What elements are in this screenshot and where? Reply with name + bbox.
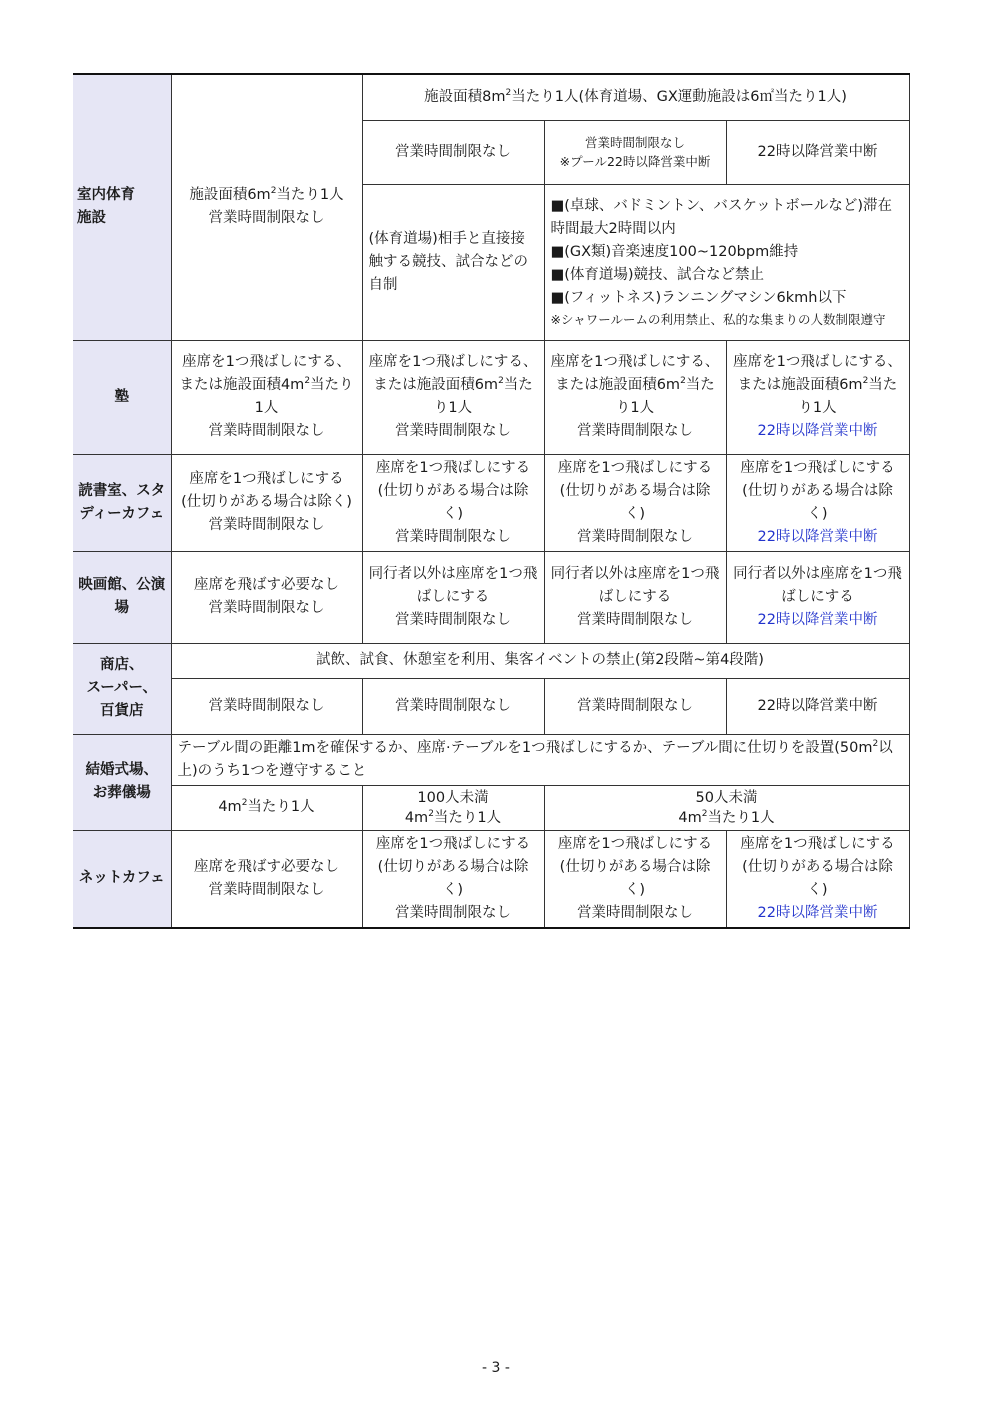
shops-col1: 営業時間制限なし	[171, 678, 362, 734]
wedding-span: テーブル間の距離1mを確保するか、座席·テーブルを1つ飛ばしにするか、テーブル間に仕切りを設置($50m^2$以上)のうち1つを遵守すること	[171, 734, 909, 785]
cinema-col1: 座席を飛ばす必要なし 営業時間制限なし	[171, 551, 362, 643]
indoor-sports-header-span: 施設面積$8m^2$当たり1人(体育道場、GX運動施設は6㎡当たり1人)	[362, 74, 909, 120]
category-shops: 商店、 スーパー、 百貨店	[73, 643, 171, 734]
wedding-col2: 100人未満 $4m^2$当たり1人	[362, 785, 544, 830]
category-juku: 塾	[73, 340, 171, 454]
category-wedding: 結婚式場、 お葬儀場	[73, 734, 171, 830]
category-study-cafe: 読書室、スタディーカフェ	[73, 454, 171, 551]
category-indoor-sports: 室内体育 施設	[73, 74, 171, 340]
study-cafe-col1: 座席を1つ飛ばしにする (仕切りがある場合は除く) 営業時間制限なし	[171, 454, 362, 551]
indoor-sports-col1: 施設面積$6m^2$当たり1人 営業時間制限なし	[171, 74, 362, 340]
shops-col2: 営業時間制限なし	[362, 678, 544, 734]
cinema-col2: 同行者以外は座席を1つ飛ばしにする 営業時間制限なし	[362, 551, 544, 643]
net-cafe-col4: 座席を1つ飛ばしにする (仕切りがある場合は除く) 22時以降営業中断	[726, 830, 909, 928]
shops-span: 試飲、試食、休憩室を利用、集客イベントの禁止(第2段階~第4段階)	[171, 643, 909, 678]
juku-col1: 座席を1つ飛ばしにする、または施設面積$4m^2$当たり1人 営業時間制限なし	[171, 340, 362, 454]
regulation-table	[73, 73, 910, 929]
juku-col2: 座席を1つ飛ばしにする、または施設面積$6m^2$当たり1人 営業時間制限なし	[362, 340, 544, 454]
shops-col3: 営業時間制限なし	[544, 678, 726, 734]
study-cafe-col2: 座席を1つ飛ばしにする (仕切りがある場合は除く) 営業時間制限なし	[362, 454, 544, 551]
net-cafe-col2: 座席を1つ飛ばしにする (仕切りがある場合は除く) 営業時間制限なし	[362, 830, 544, 928]
wedding-col1: $4m^2$当たり1人	[171, 785, 362, 830]
juku-col4: 座席を1つ飛ばしにする、または施設面積$6m^2$当たり1人 22時以降営業中断	[726, 340, 909, 454]
study-cafe-col3: 座席を1つ飛ばしにする (仕切りがある場合は除く) 営業時間制限なし	[544, 454, 726, 551]
indoor-sports-rule-2: (体育道場)相手と直接接触する競技、試合などの自制	[362, 184, 544, 340]
cinema-col3: 同行者以外は座席を1つ飛ばしにする 営業時間制限なし	[544, 551, 726, 643]
net-cafe-col1: 座席を飛ばす必要なし 営業時間制限なし	[171, 830, 362, 928]
juku-col3: 座席を1つ飛ばしにする、または施設面積$6m^2$当たり1人 営業時間制限なし	[544, 340, 726, 454]
cinema-col4: 同行者以外は座席を1つ飛ばしにする 22時以降営業中断	[726, 551, 909, 643]
indoor-sports-hours-4: 22時以降営業中断	[726, 120, 909, 184]
shops-col4: 22時以降営業中断	[726, 678, 909, 734]
indoor-sports-hours-3: 営業時間制限なし ※プール22時以降営業中断	[544, 120, 726, 184]
net-cafe-col3: 座席を1つ飛ばしにする (仕切りがある場合は除く) 営業時間制限なし	[544, 830, 726, 928]
study-cafe-col4: 座席を1つ飛ばしにする (仕切りがある場合は除く) 22時以降営業中断	[726, 454, 909, 551]
indoor-sports-rules-34: ■(卓球、バドミントン、バスケットボールなど)滞在時間最大2時間以内 ■(GX類)音楽速度100~120bpm維持 ■(体育道場)競技、試合など禁止 ■(フィットネス)ランニングマシン6kmh以下 ※シャワールームの利用禁止、私的な集まりの人数制限遵守	[544, 184, 909, 340]
page-number: - 3 -	[482, 1360, 510, 1376]
wedding-col34: 50人未満 $4m^2$当たり1人	[544, 785, 909, 830]
category-cinema: 映画館、公演場	[73, 551, 171, 643]
indoor-sports-hours-2: 営業時間制限なし	[362, 120, 544, 184]
category-net-cafe: ネットカフェ	[73, 830, 171, 928]
